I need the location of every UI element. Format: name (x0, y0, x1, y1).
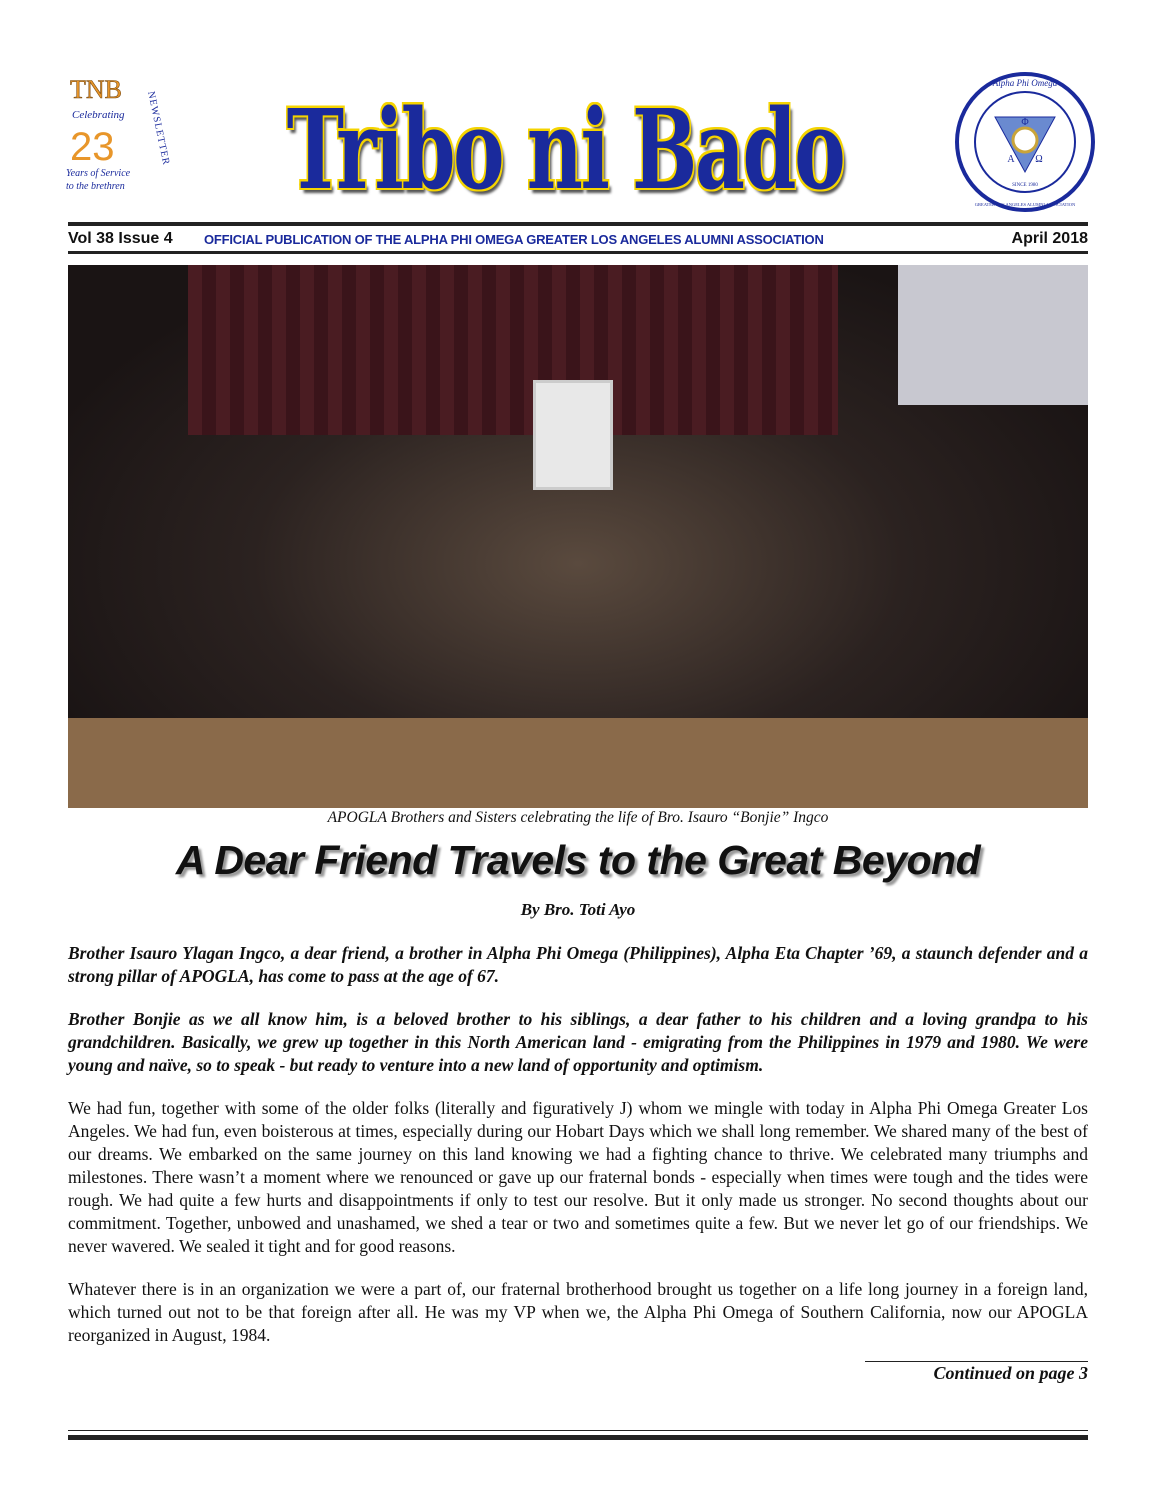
article-paragraph: Brother Bonjie as we all know him, is a beloved brother to his siblings, a dear father to his children and a loving grandpa to his grandchildren. Basically, we grew up together in this North American land - emigrating from the Philippines in 1979 and 1980. We were young and naïve, so to speak - but ready to venture into a new land of opportunity and optimism. (68, 1009, 1088, 1075)
footer-rule-thick (68, 1435, 1088, 1440)
photo-screen (898, 265, 1088, 405)
header-rule-top (68, 222, 1088, 226)
article-paragraph: We had fun, together with some of the older folks (literally and figuratively J) whom we mingle with today in Alpha Phi Omega Greater Los Angeles. We had fun, even boisterous at times, especially during our Hobart Days which we shall long remember. We shared many of the best of our dreams. We embarked on the same journey on this land knowing we had a fighting chance to thrive. We celebrated many triumphs and milestones. There wasn’t a moment where we renounced or gave up our fraternal bonds - especially when times were tough and the tides were rough. We had quite a few hurts and disappointments if only to test our resolve. But it only made us stronger. No second thoughts about our commitment. Together, unbowed and unashamed, we shed a tear or two and sometimes quite a few. But we never let go of our friendships. We never wavered. We sealed it tight and for good reasons. (68, 1098, 1088, 1256)
seal-phi: Φ (1021, 117, 1029, 128)
article-byline: By Bro. Toti Ayo (520, 900, 636, 919)
footer-rule-thin (68, 1430, 1088, 1431)
masthead-title: Tribo ni Bado (286, 84, 844, 215)
volume-issue: Vol 38 Issue 4 (68, 230, 173, 247)
seal-since: SINCE 1980 (1012, 183, 1038, 188)
article-body (68, 942, 1088, 1384)
seal-bottom-text: GREATER LOS ANGELES ALUMNI ASSOCIATION (974, 202, 1076, 207)
issue-info-bar (68, 228, 1088, 250)
badge-number: 23 (70, 125, 115, 169)
alpha-phi-omega-seal (955, 72, 1095, 212)
tnb-anniversary-badge (62, 70, 172, 220)
badge-years: Years of Service (66, 168, 131, 179)
badge-tnb: TNB (70, 75, 122, 104)
header-rule-bottom (68, 251, 1088, 254)
issue-date: April 2018 (1011, 230, 1088, 247)
group-photo (68, 265, 1088, 808)
seal-omega: Ω (1035, 154, 1043, 165)
continued-link[interactable]: Continued on page 3 (933, 1363, 1088, 1383)
photo-curtain (188, 265, 838, 435)
badge-newsletter: NEWSLETTER (145, 90, 172, 167)
seal-top-text: Alpha Phi Omega (992, 78, 1058, 88)
masthead (185, 80, 945, 220)
article-headline: A Dear Friend Travels to the Great Beyond (175, 837, 981, 883)
photo-caption: APOGLA Brothers and Sisters celebrating the life of Bro. Isauro “Bonjie” Ingco (327, 809, 829, 826)
photo-portrait (533, 380, 613, 490)
seal-alpha: Α (1007, 154, 1015, 165)
badge-celebrating: Celebrating (72, 109, 125, 121)
publication-tagline: OFFICIAL PUBLICATION OF THE ALPHA PHI OMEGA GREATER LOS ANGELES ALUMNI ASSOCIATION (204, 231, 824, 247)
photo-floor (68, 718, 1088, 808)
article-paragraph: Whatever there is in an organization we were a part of, our fraternal brotherhood brought us together on a life long journey in a foreign land, which turned out not to be that foreign after all. He was my VP when we, the Alpha Phi Omega of Southern California, now our APOGLA reorganized in August, 1984. (68, 1279, 1088, 1345)
badge-brethren: to the brethren (66, 181, 125, 192)
article-paragraph: Brother Isauro Ylagan Ingco, a dear friend, a brother in Alpha Phi Omega (Philippines), Alpha Eta Chapter ’69, a staunch defender and a strong pillar of APOGLA, has come to pass at the age of 67. (68, 943, 1088, 986)
